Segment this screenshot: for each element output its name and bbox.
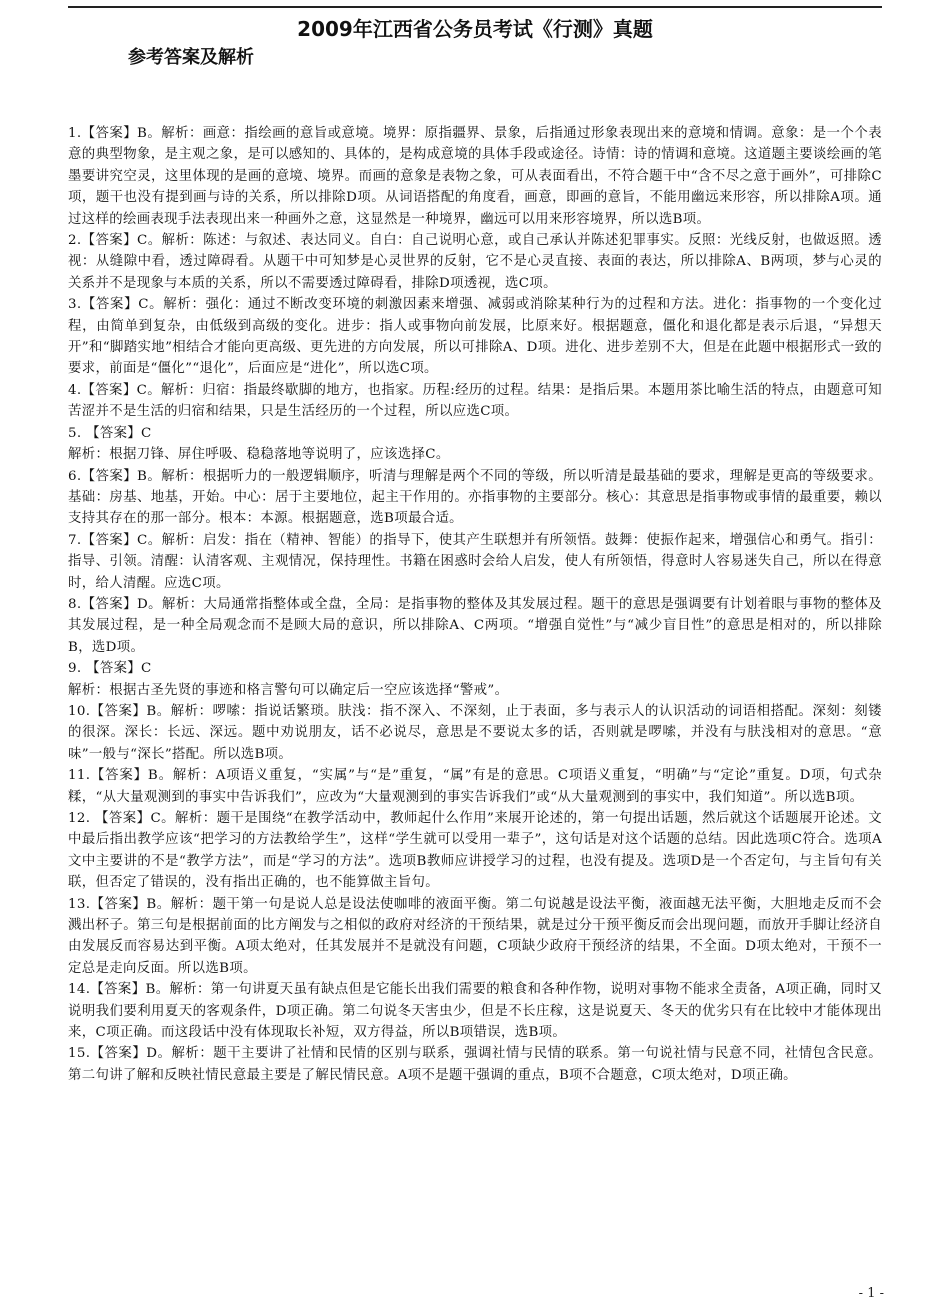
answer-paragraph-6: 6.【答案】B。解析：根据听力的一般逻辑顺序，听清与理解是两个不同的等级，所以听清是最基础的要求，理解是更高的等级要求。基础：房基、地基，开始。中心：居于主要地位，起主干作用的。亦指事物的主要部分。核心：其意思是指事物或事情的最重要，赖以支持其存在的那一部分。根本：本源。根据题意，选B项最合适。 [68, 468, 882, 527]
answer-paragraph-12: 12. 【答案】C。解析：题干是围绕“在教学活动中，教师起什么作用”来展开论述的，第一句提出话题，然后就这个话题展开论述。文中最后指出教学应该“把学习的方法教给学生”，这样“学生就可以受用一辈子”，这句话是对这个话题的总结。因此选项C符合。选项A文中主要讲的不是“教学方法”，而是“学习的方法”。选项B教师应讲授学习的过程，也没有提及。选项D是一个否定句，与主旨句有关联，但否定了错误的，没有指出正确的，也不能算做主旨句。 [68, 811, 882, 891]
answer-paragraph-2: 2.【答案】C。解析：陈述：与叙述、表达同义。自白：自己说明心意，或自己承认并陈述犯罪事实。反照：光线反射，也做返照。透视：从缝隙中看，透过障碍看。从题干中可知梦是心灵世界的反射，它不是心灵直接、表面的表达，所以排除A、B两项，梦与心灵的关系并不是现象与本质的关系，所以不需要透过障碍看，排除D项透视，选C项。 [68, 233, 882, 291]
answer-paragraph-3: 3.【答案】C。解析：强化：通过不断改变环境的刺激因素来增强、减弱或消除某种行为的过程和方法。进化：指事物的一个变化过程，由简单到复杂，由低级到高级的变化。进步：指人或事物向前发展，比原来好。根据题意，僵化和退化都是表示后退，“异想天开”和“脚踏实地”相结合才能向更高级、更先进的方向发展，所以可排除A、D项。进化、进步差别不大，但是在此题中根据形式一致的要求，前面是“僵化”“退化”，后面应是“进化”，所以选C项。 [68, 297, 882, 377]
document-title: 2009年江西省公务员考试《行测》真题 [297, 17, 653, 41]
answer-paragraph-5-explanation: 解析：根据刀锋、屏住呼吸、稳稳落地等说明了，应该选择C。 [68, 447, 450, 463]
answer-paragraph-7: 7.【答案】C。解析：启发：指在（精神、智能）的指导下，使其产生联想并有所领悟。鼓舞：使振作起来，增强信心和勇气。指引：指导、引领。清醒：认清客观、主观情况，保持理性。书籍在困惑时会给人启发，使人有所领悟，得意时人容易迷失自己，所以在得意时，给人清醒。应选C项。 [68, 532, 882, 591]
answer-paragraph-5: 5. 【答案】C [68, 425, 152, 441]
answer-paragraph-8: 8.【答案】D。解析：大局通常指整体或全盘，全局：是指事物的整体及其发展过程。题干的意思是强调要有计划着眼与事物的整体及其发展过程，是一种全局观念而不是顾大局的意识，所以排除A、C两项。“增强自觉性”与“减少盲目性”的意思是相对的，所以排除B，选D项。 [68, 596, 882, 655]
answer-paragraph-4: 4.【答案】C。解析：归宿：指最终歇脚的地方，也指家。历程:经历的过程。结果：是指后果。本题用茶比喻生活的特点，由题意可知苦涩并不是生活的归宿和结果，只是生活经历的一个过程，所以应选C项。 [68, 382, 882, 420]
answer-paragraph-15: 15.【答案】D。解析：题干主要讲了社情和民情的区别与联系，强调社情与民情的联系。第一句说社情与民意不同，社情包含民意。第二句讲了解和反映社情民意最主要是了解民情民意。A项不是题干强调的重点，B项不合题意，C项太绝对，D项正确。 [68, 1046, 882, 1083]
header-rule [68, 6, 882, 8]
answer-paragraph-11: 11.【答案】B。解析：A项语义重复，“实属”与“是”重复，“属”有是的意思。C项语义重复，“明确”与“定论”重复。D项，句式杂糅，“从大量观测到的事实中告诉我们”，应改为“大量观测到的事实告诉我们”或“从大量观测到的事实中，我们知道”。所以选B项。 [68, 768, 882, 805]
page-number: - 1 - [858, 1286, 884, 1301]
answer-paragraph-14: 14.【答案】B。解析：第一句讲夏天虽有缺点但是它能长出我们需要的粮食和各种作物，说明对事物不能求全责备，A项正确，同时又说明我们要利用夏天的客观条件，D项正确。第二句说冬天害虫少，但是不长庄稼，这是说夏天、冬天的优劣只有在比较中才能体现出来，C项正确。而这段话中没有体现取长补短，双方得益，所以B项错误，选B项。 [68, 982, 882, 1041]
answer-paragraph-9: 9. 【答案】C [68, 661, 152, 677]
answer-paragraph-10: 10.【答案】B。解析：啰嗦：指说话繁琐。肤浅：指不深入、不深刻，止于表面，多与表示人的认识活动的词语相搭配。深刻：刻镂的很深。深长：长远、深远。题中劝说朋友，话不必说尽，意思是不要说太多的话，否则就是啰嗦，并没有与肤浅相对的意思。“意味”一般与“深长”搭配。所以选B项。 [68, 703, 882, 762]
answer-paragraph-13: 13.【答案】B。解析：题干第一句是说人总是设法使咖啡的液面平衡。第二句说越是设法平衡，液面越无法平衡，大胆地走反而不会溅出杯子。第三句是根据前面的比方阐发与之相似的政府对经济的干预结果，就是过分干预平衡反而会出现问题，而放开手脚让经济自由发展反而容易达到平衡。A项太绝对，任其发展并不是就没有问题，C项缺少政府干预经济的结果，不全面。D项太绝对，干预不一定总是走向反面。所以选B项。 [68, 896, 882, 976]
answer-paragraph-1: 1.【答案】B。解析：画意：指绘画的意旨或意境。境界：原指疆界、景象，后指通过形象表现出来的意境和情调。意象：是一个个表意的典型物象，是主观之象，是可以感知的、具体的，是构成意境的具体手段或途径。诗情：诗的情调和意境。这道题主要谈绘画的笔墨要讲究空灵，这里体现的是画的意境、境界。而画的意象是表物之象，可从表面看出，不符合题干中“含不尽之意于画外”，可排除C项，题干也没有提到画与诗的关系，所以排除D项。从词语搭配的角度看，画意，即画的意旨，不能用幽远来形容，所以排除A项。通过这样的绘画表现手法表现出来一种画外之意，这显然是一种境界，幽远可以用来形容境界，所以选B项。 [68, 126, 882, 227]
document-subtitle: 参考答案及解析 [128, 47, 254, 68]
answer-explanations [68, 123, 882, 1086]
answer-paragraph-9-explanation: 解析：根据古圣先贤的事迹和格言警句可以确定后一空应该选择“警戒”。 [68, 682, 509, 698]
